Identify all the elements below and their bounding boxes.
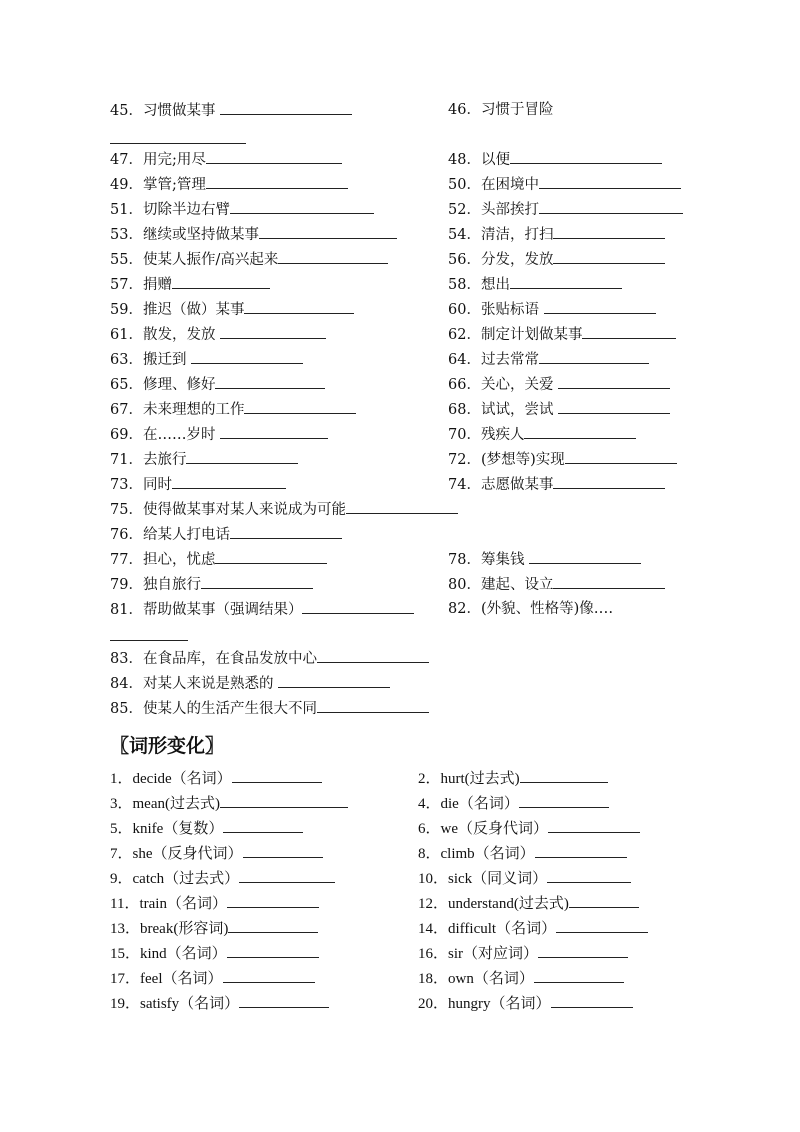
phrase-item: 55．使某人振作/高兴起来: [110, 249, 388, 269]
phrase-item: 83．在食品库，在食品发放中心: [110, 648, 429, 668]
answer-blank[interactable]: [524, 424, 636, 439]
answer-blank[interactable]: [510, 149, 662, 164]
answer-blank[interactable]: [220, 324, 326, 339]
phrase-item: 78．筹集钱: [448, 549, 641, 569]
word-form-item: 3．mean(过去式): [110, 793, 348, 813]
answer-blank[interactable]: [223, 818, 303, 833]
answer-blank[interactable]: [232, 768, 322, 783]
answer-blank[interactable]: [302, 599, 414, 614]
word-form-item: 8．climb（名词）: [418, 843, 627, 863]
word-form-item: 18．own（名词）: [418, 968, 624, 988]
answer-blank[interactable]: [228, 918, 318, 933]
phrase-item: 85．使某人的生活产生很大不同: [110, 698, 429, 718]
phrase-item: 45．习惯做某事: [110, 100, 352, 120]
word-form-item: 4．die（名词）: [418, 793, 609, 813]
answer-blank[interactable]: [539, 349, 649, 364]
phrase-item: 70．残疾人: [448, 424, 636, 444]
phrase-item: 54．清洁，打扫: [448, 224, 665, 244]
word-form-item: 1．decide（名词）: [110, 768, 322, 788]
word-form-item: 16．sir（对应词）: [418, 943, 628, 963]
phrase-item: 67．未来理想的工作: [110, 399, 356, 419]
phrase-item: 84．对某人来说是熟悉的: [110, 673, 390, 693]
answer-blank[interactable]: [565, 449, 677, 464]
word-form-item: 2．hurt(过去式): [418, 768, 608, 788]
answer-blank[interactable]: [223, 968, 315, 983]
answer-blank[interactable]: [110, 639, 188, 641]
answer-blank[interactable]: [317, 698, 429, 713]
answer-blank[interactable]: [220, 793, 348, 808]
answer-blank[interactable]: [553, 249, 665, 264]
answer-blank[interactable]: [534, 968, 624, 983]
answer-blank[interactable]: [206, 149, 342, 164]
answer-blank[interactable]: [558, 399, 670, 414]
phrase-item: 49．掌管;管理: [110, 174, 348, 194]
answer-blank[interactable]: [510, 274, 622, 289]
answer-blank[interactable]: [243, 843, 323, 858]
word-form-item: 12．understand(过去式): [418, 893, 639, 913]
word-form-item: 13．break(形容词): [110, 918, 318, 938]
phrase-item: 62．制定计划做某事: [448, 324, 676, 344]
answer-blank[interactable]: [278, 249, 388, 264]
answer-blank[interactable]: [230, 199, 374, 214]
phrase-item: 47．用完;用尽: [110, 149, 342, 169]
phrase-item: 68．试试，尝试: [448, 399, 670, 419]
phrase-item: 50．在困境中: [448, 174, 681, 194]
answer-blank[interactable]: [172, 274, 270, 289]
answer-blank[interactable]: [556, 918, 648, 933]
word-form-item: 15．kind（名词）: [110, 943, 319, 963]
answer-blank[interactable]: [220, 100, 352, 115]
answer-blank[interactable]: [553, 474, 665, 489]
answer-blank[interactable]: [227, 893, 319, 908]
phrase-item: 73．同时: [110, 474, 286, 494]
answer-blank[interactable]: [186, 449, 298, 464]
answer-blank[interactable]: [520, 768, 608, 783]
answer-blank[interactable]: [278, 673, 390, 688]
answer-blank[interactable]: [191, 349, 303, 364]
phrase-item: 53．继续或坚持做某事: [110, 224, 397, 244]
word-form-item: 14．difficult（名词）: [418, 918, 648, 938]
phrase-item: 80．建起、设立: [448, 574, 665, 594]
answer-blank[interactable]: [110, 142, 246, 144]
answer-blank[interactable]: [553, 574, 665, 589]
answer-blank[interactable]: [239, 993, 329, 1008]
word-form-item: 5．knife（复数）: [110, 818, 303, 838]
phrase-item: 81．帮助做某事（强调结果）: [110, 599, 414, 619]
answer-blank[interactable]: [244, 399, 356, 414]
answer-blank[interactable]: [535, 843, 627, 858]
answer-blank[interactable]: [317, 648, 429, 663]
phrase-item: 48．以便: [448, 149, 662, 169]
word-form-item: 11．train（名词）: [110, 893, 319, 913]
phrase-item: 76．给某人打电话: [110, 524, 342, 544]
phrase-item: 46．习惯于冒险: [448, 102, 554, 118]
answer-blank[interactable]: [548, 818, 640, 833]
answer-blank[interactable]: [551, 993, 633, 1008]
answer-blank[interactable]: [558, 374, 670, 389]
answer-blank[interactable]: [519, 793, 609, 808]
phrase-item: 57．捐赠: [110, 274, 270, 294]
phrase-item: 71．去旅行: [110, 449, 298, 469]
answer-blank[interactable]: [220, 424, 328, 439]
phrase-item: 79．独自旅行: [110, 574, 313, 594]
word-form-item: 10．sick（同义词）: [418, 868, 631, 888]
answer-blank[interactable]: [227, 943, 319, 958]
answer-blank[interactable]: [259, 224, 397, 239]
phrase-item: 64．过去常常: [448, 349, 649, 369]
phrase-item: 52．头部挨打: [448, 199, 683, 219]
phrase-item: 74．志愿做某事: [448, 474, 665, 494]
answer-blank[interactable]: [215, 549, 327, 564]
phrase-item: 51．切除半边右臂: [110, 199, 374, 219]
phrase-item: 69．在……岁时: [110, 424, 328, 444]
answer-blank[interactable]: [172, 474, 286, 489]
phrase-item: 77．担心，忧虑: [110, 549, 327, 569]
phrase-item: 65．修理、修好: [110, 374, 325, 394]
answer-blank[interactable]: [538, 943, 628, 958]
phrase-item: 58．想出: [448, 274, 622, 294]
answer-blank[interactable]: [239, 868, 335, 883]
phrase-item: 56．分发，发放: [448, 249, 665, 269]
phrase-item: 59．推迟（做）某事: [110, 299, 354, 319]
word-form-item: 6．we（反身代词）: [418, 818, 640, 838]
phrase-item: 75．使得做某事对某人来说成为可能: [110, 499, 458, 519]
word-form-item: 9．catch（过去式）: [110, 868, 335, 888]
answer-blank[interactable]: [569, 893, 639, 908]
section-heading: 〖词形变化〗: [110, 735, 225, 757]
phrase-item: 61．散发，发放: [110, 324, 326, 344]
answer-blank[interactable]: [547, 868, 631, 883]
phrase-item: 63．搬迁到: [110, 349, 303, 369]
word-form-item: 7．she（反身代词）: [110, 843, 323, 863]
word-form-item: 19．satisfy（名词）: [110, 993, 329, 1013]
phrase-item: 60．张贴标语: [448, 299, 656, 319]
answer-blank[interactable]: [215, 374, 325, 389]
word-form-item: 20．hungry（名词）: [418, 993, 633, 1013]
phrase-item: 72．(梦想等)实现: [448, 449, 677, 469]
answer-blank[interactable]: [230, 524, 342, 539]
answer-blank[interactable]: [582, 324, 676, 339]
answer-blank[interactable]: [206, 174, 348, 189]
phrase-item: 82．(外貌、性格等)像‥‥: [448, 601, 614, 617]
answer-blank[interactable]: [346, 499, 458, 514]
answer-blank[interactable]: [529, 549, 641, 564]
answer-blank[interactable]: [539, 174, 681, 189]
answer-blank[interactable]: [539, 199, 683, 214]
answer-blank[interactable]: [244, 299, 354, 314]
answer-blank[interactable]: [544, 299, 656, 314]
word-form-item: 17．feel（名词）: [110, 968, 315, 988]
phrase-item: 66．关心，关爱: [448, 374, 670, 394]
answer-blank[interactable]: [553, 224, 665, 239]
answer-blank[interactable]: [201, 574, 313, 589]
